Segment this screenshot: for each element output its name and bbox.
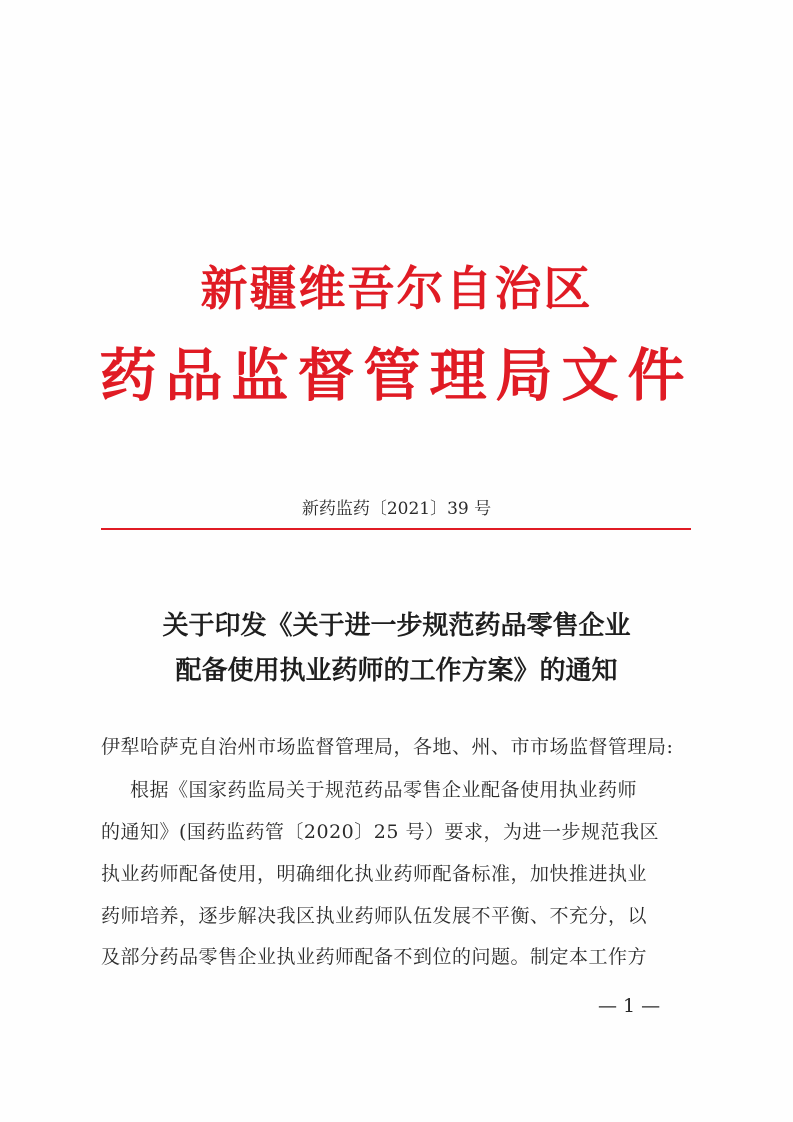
notice-title-line-1: 关于印发《关于进一步规范药品零售企业 bbox=[162, 611, 631, 641]
body-paragraph-line: 及部分药品零售企业执业药师配备不到位的问题。制定本工作方 bbox=[101, 946, 648, 968]
body-paragraph-line: 药师培养，逐步解决我区执业药师队伍发展不平衡、不充分，以 bbox=[101, 905, 648, 927]
masthead-org-name: 新疆维吾尔自治区 bbox=[200, 262, 593, 317]
document-number: 新药监药〔2021〕39 号 bbox=[301, 499, 492, 519]
body-paragraph-line: 的通知》(国药监药管〔2020〕25 号）要求，为进一步规范我区 bbox=[101, 821, 659, 843]
masthead-document-type: 药品监督管理局文件 bbox=[99, 342, 694, 409]
page-number: — 1 — bbox=[598, 995, 661, 1017]
addressee: 伊犁哈萨克自治州市场监督管理局，各地、州、市市场监督管理局: bbox=[101, 736, 674, 758]
body-paragraph-line: 根据《国家药监局关于规范药品零售企业配备使用执业药师 bbox=[130, 779, 638, 801]
notice-title-line-2: 配备使用执业药师的工作方案》的通知 bbox=[175, 656, 618, 686]
body-paragraph-line: 执业药师配备使用，明确细化执业药师配备标准，加快推进执业 bbox=[101, 863, 648, 885]
red-separator-line bbox=[101, 528, 691, 530]
